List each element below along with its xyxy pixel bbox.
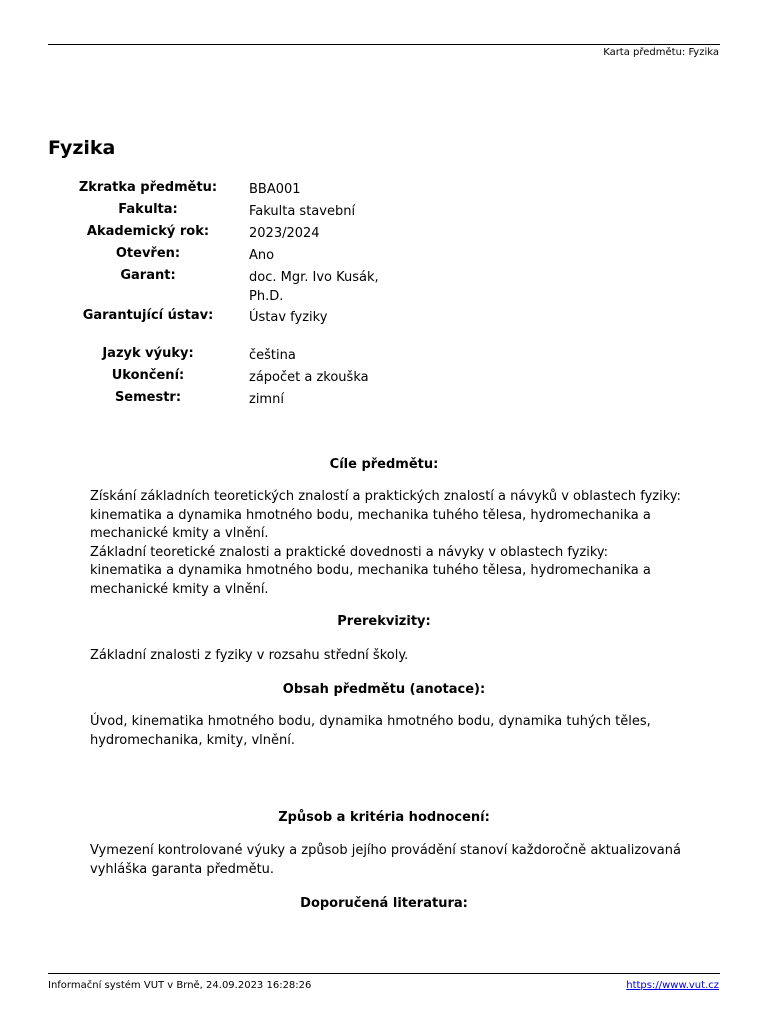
info-label: Garantující ústav: (82, 308, 214, 323)
info-value: Ano (249, 248, 275, 263)
section-heading-literature: Doporučená literatura: (300, 896, 468, 911)
info-value: čeština (249, 348, 296, 363)
section-text-content: Úvod, kinematika hmotného bodu, dynamika hmotného bodu, dynamika tuhých těles, hydromechanika, kmity, vlnění. (90, 714, 651, 748)
section-text-assessment: Vymezení kontrolované výuky a způsob jejího provádění stanoví každoročně aktualizovaná vyhláška garanta předmětu. (90, 843, 681, 877)
info-label: Ukončení: (111, 368, 185, 383)
section-text-prerequisites: Základní znalosti z fyziky v rozsahu střední školy. (90, 648, 409, 663)
footer-vut-link[interactable]: https://www.vut.cz (626, 980, 719, 991)
info-value: Fakulta stavební (249, 204, 356, 219)
info-value: 2023/2024 (249, 226, 320, 241)
header-rule (48, 44, 720, 45)
footer-rule (48, 973, 720, 974)
info-value: zápočet a zkouška (249, 370, 369, 385)
footer-system-info: Informační systém VUT v Brně, 24.09.2023 16:28:26 (48, 980, 312, 991)
info-value: doc. Mgr. Ivo Kusák, Ph.D. (249, 270, 379, 304)
info-label: Fakulta: (118, 202, 178, 217)
header-course-card-label: Karta předmětu: Fyzika (603, 47, 719, 58)
info-label: Jazyk výuky: (102, 346, 194, 361)
info-label: Semestr: (114, 390, 182, 405)
info-value: Ústav fyziky (249, 310, 328, 325)
info-label: Zkratka předmětu: (78, 180, 218, 195)
info-label: Garant: (120, 268, 176, 283)
info-label: Akademický rok: (86, 224, 210, 239)
section-heading-goals: Cíle předmětu: (329, 457, 439, 472)
info-label: Otevřen: (115, 246, 181, 261)
page-title: Fyzika (48, 137, 116, 159)
section-text-goals: Získání základních teoretických znalostí a praktických znalostí a návyků v oblastech fyziky: kinematika a dynamika hmotného bodu, mechanika tuhého tělesa, hydromechanika a mechanické kmity a vlnění. Základní teoretické znalosti a praktické dovednosti a návyky v oblastech fyziky: kinematika a dynamika hmotného bodu, mechanika tuhého tělesa, hydromechanika a mechanické kmity a vlnění. (90, 489, 681, 597)
info-value: BBA001 (249, 182, 301, 197)
section-heading-assessment: Způsob a kritéria hodnocení: (278, 810, 490, 825)
section-heading-prerequisites: Prerekvizity: (337, 614, 431, 629)
section-heading-content: Obsah předmětu (anotace): (282, 682, 486, 697)
info-value: zimní (249, 392, 284, 407)
